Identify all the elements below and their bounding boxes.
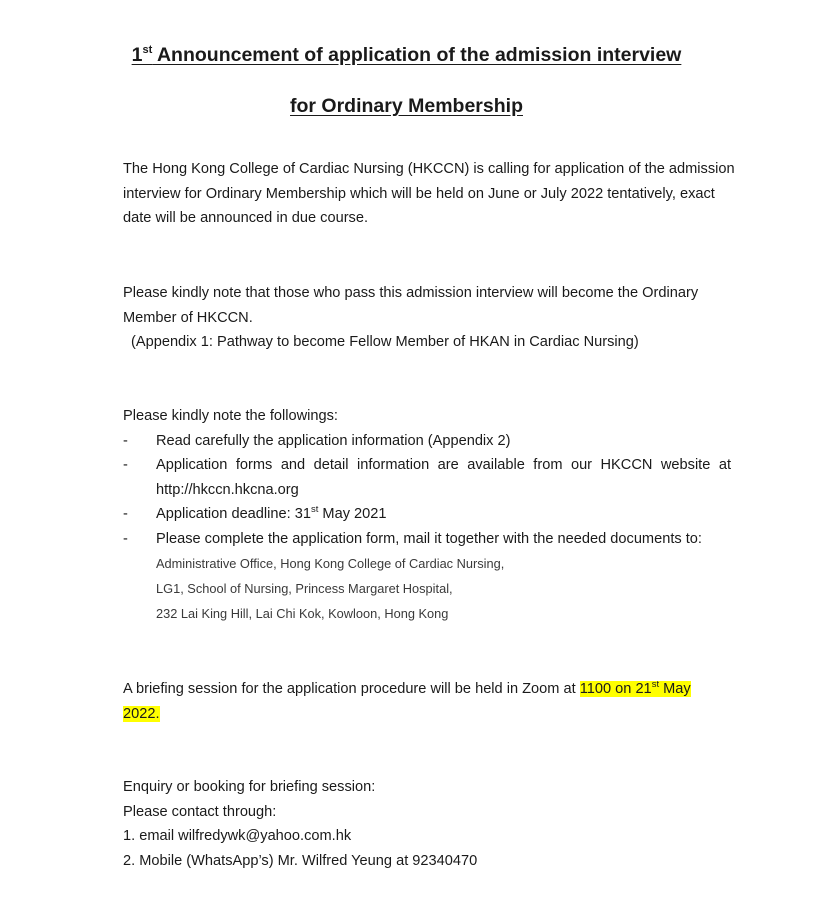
appendix-note: (Appendix 1: Pathway to become Fellow Member of HKAN in Cardiac Nursing) xyxy=(131,334,639,350)
briefing-month: May xyxy=(659,681,691,697)
bullet-mark: - xyxy=(123,432,128,449)
bullet-item-3 xyxy=(156,502,731,527)
address-line-2: LG1, School of Nursing, Princess Margaret Hospital, xyxy=(156,581,453,596)
briefing-year: 2022. xyxy=(123,705,160,722)
contact-line-1: Enquiry or booking for briefing session: xyxy=(123,779,376,795)
briefing-text: A briefing session for the application procedure will be held in Zoom at xyxy=(123,681,580,697)
followings-heading: Please kindly note the followings: xyxy=(123,408,338,424)
title-text: Announcement of application of the admission interview xyxy=(152,44,682,66)
bullet-mark: - xyxy=(123,457,128,473)
briefing-ordinal: st xyxy=(651,679,660,690)
briefing-line-2 xyxy=(123,702,731,727)
bullet-item-2-line-1: Application forms and detail information are available from our HKCCN website at xyxy=(156,457,731,473)
title-line-1 xyxy=(0,44,813,67)
briefing-time: 1100 on 21 xyxy=(579,681,652,697)
address-line-3: 232 Lai King Hill, Lai Chi Kok, Kowloon, Hong Kong xyxy=(156,606,449,621)
bullet-mark: - xyxy=(123,506,128,522)
deadline-rest: May 2021 xyxy=(318,506,387,522)
address-line-1: Administrative Office, Hong Kong College of Cardiac Nursing, xyxy=(156,556,505,571)
bullet-item-4: Please complete the application form, mail it together with the needed documents to: xyxy=(156,531,702,547)
note-line-2: Member of HKCCN. xyxy=(123,309,253,326)
bullet-mark: - xyxy=(123,531,128,547)
briefing-highlight xyxy=(580,681,691,697)
title-ordinal-suffix: st xyxy=(142,44,153,56)
deadline-ordinal: st xyxy=(310,504,319,515)
intro-line-2: interview for Ordinary Membership which will be held on June or July 2022 tentatively, exact xyxy=(123,185,715,202)
bullet-item-1: Read carefully the application information (Appendix 2) xyxy=(156,432,511,449)
intro-line-3: date will be announced in due course. xyxy=(123,210,369,226)
title-ordinal: 1 xyxy=(131,44,143,66)
deadline-text: Application deadline: 31 xyxy=(156,506,311,522)
contact-email[interactable]: 1. email wilfredywk@yahoo.com.hk xyxy=(123,828,352,844)
briefing-line-1 xyxy=(123,677,731,702)
contact-line-2: Please contact through: xyxy=(123,803,277,820)
website-link[interactable]: http://hkccn.hkcna.org xyxy=(156,481,299,498)
intro-line-1: The Hong Kong College of Cardiac Nursing (HKCCN) is calling for application of the admission xyxy=(123,161,735,177)
contact-mobile: 2. Mobile (WhatsApp’s) Mr. Wilfred Yeung at 92340470 xyxy=(123,852,478,869)
title-line-2: for Ordinary Membership xyxy=(290,95,523,117)
note-line-1: Please kindly note that those who pass this admission interview will become the Ordinary xyxy=(123,285,699,301)
